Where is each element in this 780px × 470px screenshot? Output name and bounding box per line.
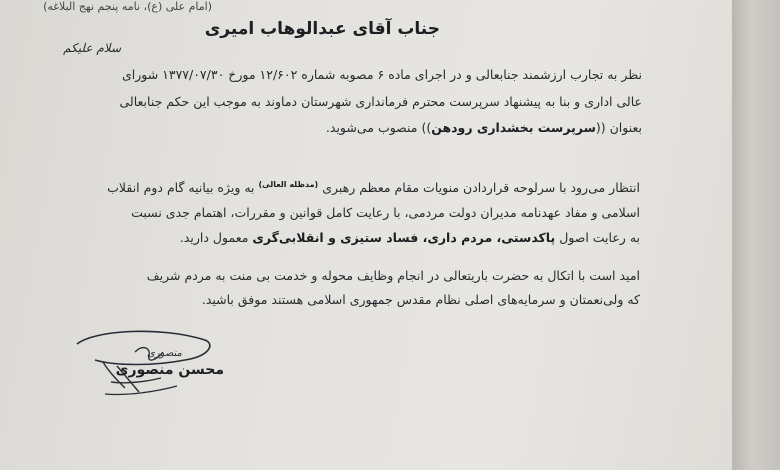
paragraph1-line3-post: )) منصوب می‌شوید. (325, 120, 432, 135)
paragraph2-line1-post: به ویژه بیانیه گام دوم انقلاب (107, 180, 255, 196)
signature-text: منصوری (147, 348, 182, 359)
paragraph1-line1: نظر به تجارب ارزشمند جنابعالی و در اجرای ماده ۶ مصوبه شماره ۱۲/۶۰۲ مورخ ۱۳۷۷/۰۷/۳۰ شورای (121, 67, 642, 82)
position-title: سرپرست بخشداری رودهن (431, 120, 596, 135)
signatory-name: محسن منصوری (115, 362, 224, 378)
principles-text: پاکدستی، مردم داری، فساد ستیزی و انقلابی‌گری (252, 230, 556, 245)
paragraph2-line2: اسلامی و مفاد عهدنامه مدیران دولت مردمی، با رعایت کامل قوانین و مقررات، اهتمام جدی نسبت (131, 205, 640, 220)
paragraph3-line1: امید است با اتکال به حضرت باریتعالی در انجام وظایف محوله و خدمت بی منت به مردم شریف (146, 268, 640, 283)
paragraph2-line3 (180, 230, 640, 245)
paragraph2-line1 (107, 180, 640, 195)
honorific-superscript: (مدظله العالی) (258, 180, 319, 189)
paragraph1-line3 (326, 120, 642, 135)
page-edge (732, 0, 780, 470)
paragraph3-line2: که ولی‌نعمتان و سرمایه‌های اصلی نظام مقدس جمهوری اسلامی هستند موفق باشید. (201, 292, 640, 307)
paragraph2-line3-post: معمول دارید. (179, 230, 249, 245)
paragraph1-line3-pre: بعنوان (( (595, 120, 642, 135)
paragraph2-line1-pre: انتظار می‌رود با سرلوحه قراردادن منویات مقام معظم رهبری (322, 180, 640, 196)
addressee: جناب آقای عبدالوهاب امیری (204, 19, 440, 39)
salutation: سلام علیکم (63, 41, 121, 55)
paragraph2-line3-pre: به رعایت اصول (559, 230, 640, 245)
paragraph1-line2: عالی اداری و بنا به پیشنهاد سرپرست محترم فرمانداری شهرستان دماوند به موجب این حکم جنابعالی (119, 94, 642, 109)
header-quote: (امام علی (ع)، نامه پنجم نهج البلاغه) (43, 0, 212, 13)
